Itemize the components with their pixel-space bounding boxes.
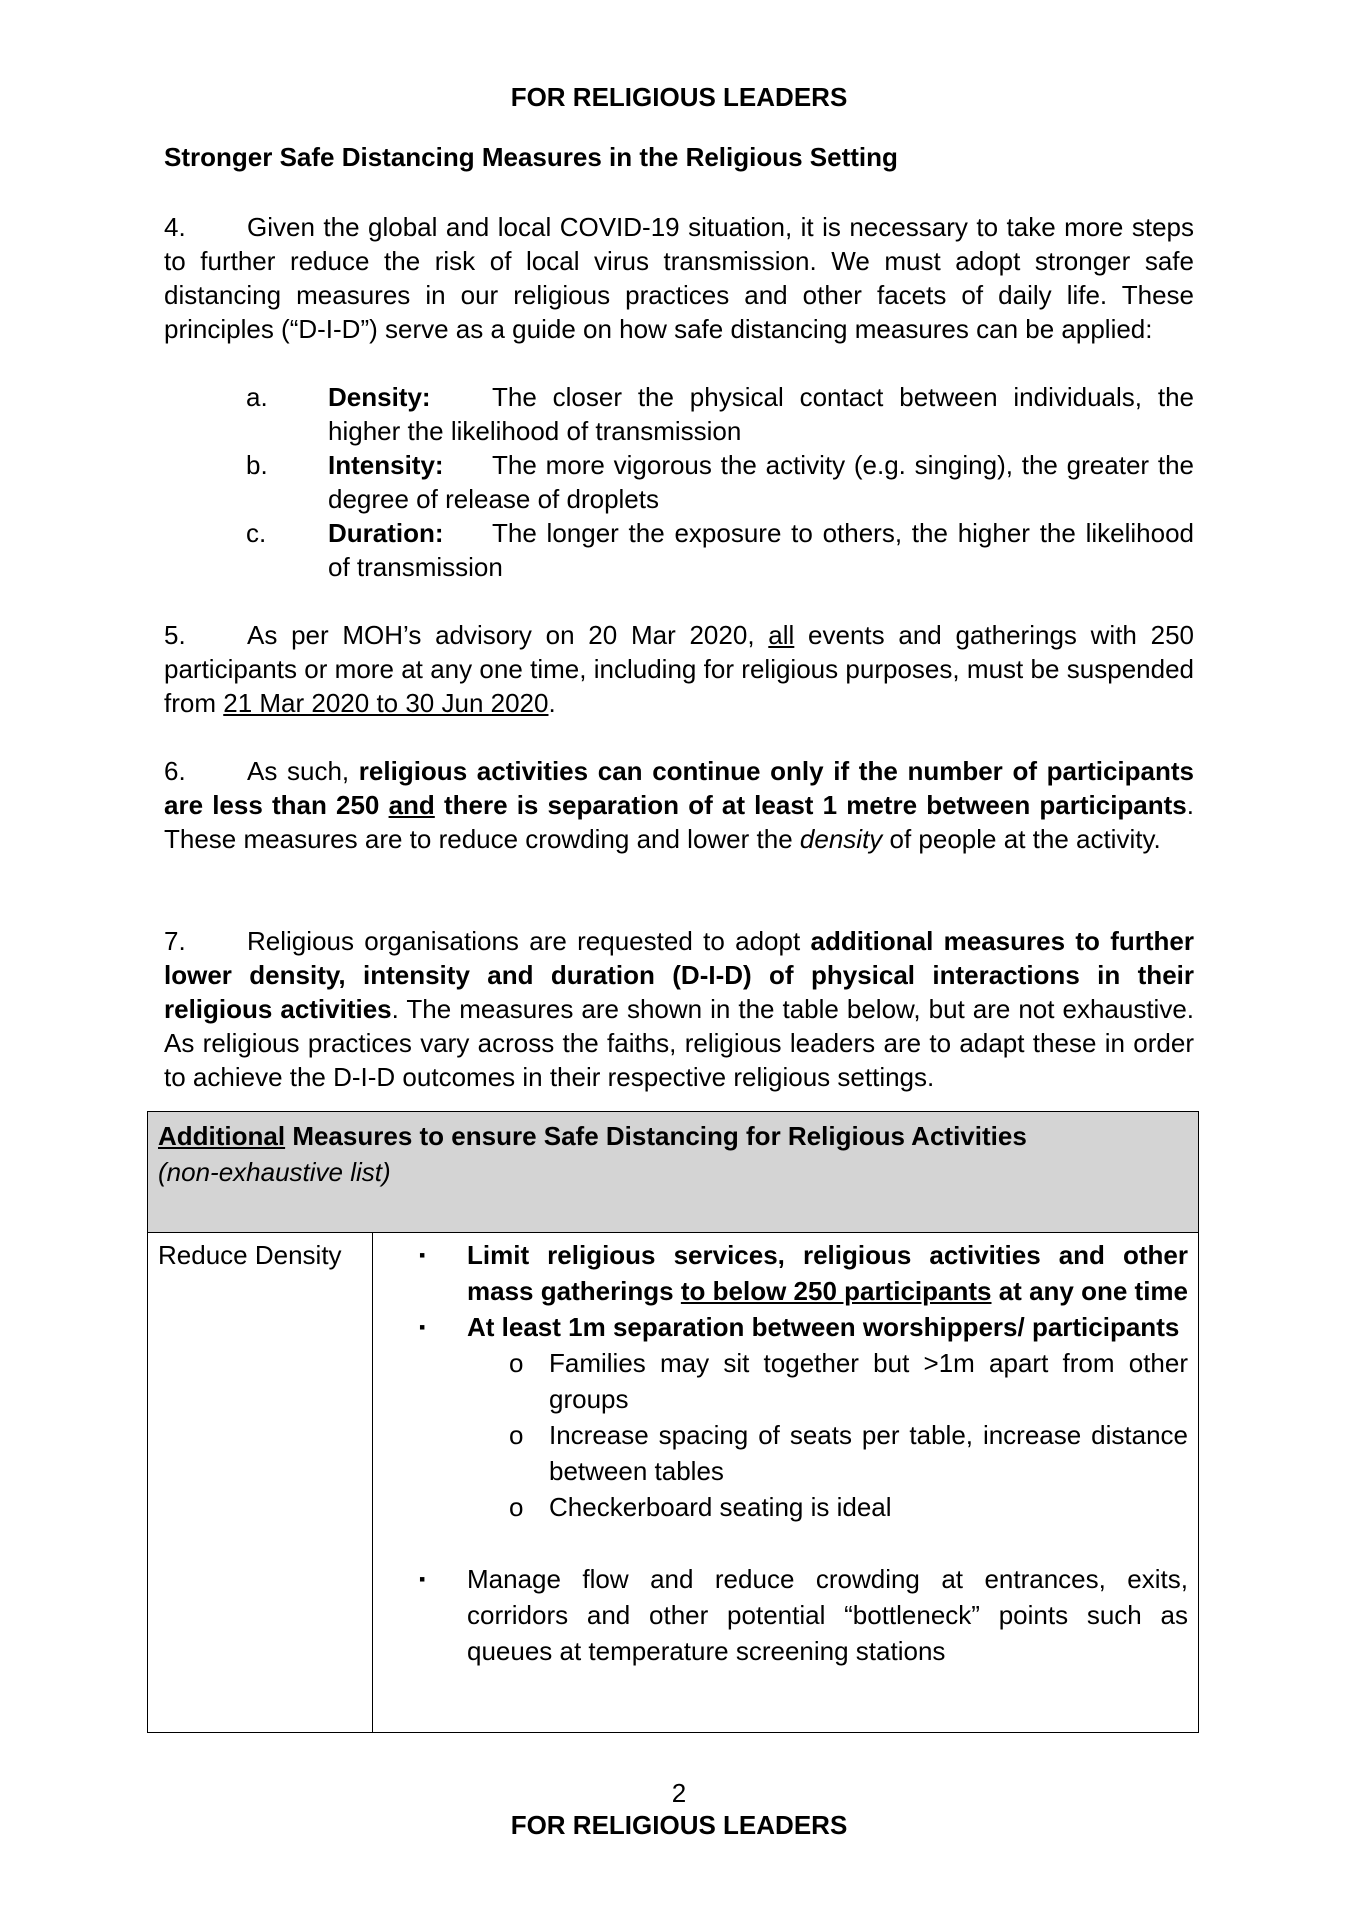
underlined-date-range: 21 Mar 2020 to 30 Jun 2020	[223, 688, 549, 718]
sub-list-item	[467, 1489, 1188, 1525]
square-bullet-icon: ▪	[419, 1245, 426, 1265]
item-text: The more vigorous the activity (e.g. singing), the greater the degree of release of droplets	[328, 450, 1194, 514]
paragraph-text: Religious organisations are requested to adopt	[247, 926, 811, 956]
item-label: a.	[246, 382, 268, 412]
paragraph-7	[164, 924, 1194, 1094]
list-item	[373, 1561, 1188, 1669]
did-item-density	[246, 380, 1194, 448]
table-title-rest: Measures to ensure Safe Distancing for Religious Activities	[285, 1121, 1027, 1151]
item-label: b.	[246, 450, 268, 480]
paragraph-text: . These measures are to reduce crowding and lower the	[164, 790, 1194, 854]
paragraph-text: of people at the activity.	[882, 824, 1161, 854]
sub-list-text: Families may sit together but >1m apart from other groups	[549, 1348, 1188, 1414]
paragraph-5	[164, 618, 1194, 720]
paragraph-text: Given the global and local COVID-19 situation, it is necessary to take more steps to further reduce the risk of local virus transmission. We must adopt stronger safe distancing measures in our religious practices and other facets of daily life. These principles (“D-I-D”) serve as a guide on how safe distancing measures can be applied:	[164, 212, 1194, 344]
sub-list-item	[467, 1417, 1188, 1489]
paragraph-text: . The measures are shown in the table below, but are not exhaustive. As religious practices vary across the faiths, religious leaders are to adapt these in order to achieve the D-I-D outcomes in their respective religious settings.	[164, 994, 1195, 1092]
did-item-duration	[246, 516, 1194, 584]
sub-list-text: Increase spacing of seats per table, increase distance between tables	[549, 1420, 1188, 1486]
paragraph-number: 5.	[164, 620, 186, 650]
paragraph-text: As per MOH’s advisory on 20 Mar 2020,	[247, 620, 769, 650]
paragraph-text: events and gatherings with 250 participants or more at any one time, including for religious purposes, must be suspended from	[164, 620, 1194, 718]
table-row-label: Reduce Density	[148, 1233, 373, 1733]
paragraph-number: 7.	[164, 926, 186, 956]
underlined-text: all	[768, 620, 795, 650]
bold-underlined-text: and	[388, 790, 435, 820]
circle-bullet-icon: o	[509, 1420, 524, 1450]
square-bullet-icon: ▪	[419, 1569, 426, 1589]
item-label: c.	[246, 518, 267, 548]
paragraph-number: 4.	[164, 212, 186, 242]
list-item-underlined: to below 250 participants	[680, 1276, 992, 1306]
table-subtitle: (non-exhaustive list)	[158, 1157, 391, 1187]
circle-bullet-icon: o	[509, 1348, 524, 1378]
sub-list-text: Checkerboard seating is ideal	[549, 1492, 892, 1522]
measures-table	[147, 1111, 1199, 1733]
item-term: Duration:	[328, 518, 444, 548]
sub-list-item	[467, 1345, 1188, 1417]
item-text: The closer the physical contact between individuals, the higher the likelihood of transmission	[328, 382, 1194, 446]
page-number: 2	[671, 1778, 687, 1808]
list-item	[373, 1309, 1188, 1525]
paragraph-text: .	[548, 688, 556, 718]
paragraph-text: As such,	[247, 756, 359, 786]
sub-list	[467, 1345, 1188, 1525]
item-term: Density:	[328, 382, 431, 412]
square-bullet-icon: ▪	[419, 1317, 426, 1337]
table-title	[158, 1118, 1188, 1154]
list-item-text: Limit religious services, religious activities and other mass gatherings	[467, 1240, 1188, 1306]
did-item-intensity	[246, 448, 1194, 516]
bold-text: there is separation of at least 1 metre between participants	[434, 790, 1187, 820]
bold-text: additional measures to further lower density, intensity and duration (D-I-D) of physical interactions in their religious activities	[164, 926, 1194, 1024]
paragraph-6	[164, 754, 1194, 856]
circle-bullet-icon: o	[509, 1492, 524, 1522]
page-footer: FOR RELIGIOUS LEADERS	[510, 1810, 848, 1840]
bold-text: religious activities can continue only if the number of participants are less than 250	[164, 756, 1194, 820]
table-row-body	[373, 1233, 1199, 1733]
paragraph-number: 6.	[164, 756, 186, 786]
item-term: Intensity:	[328, 450, 444, 480]
item-text: The longer the exposure to others, the higher the likelihood of transmission	[328, 518, 1194, 582]
table-header	[148, 1112, 1199, 1233]
measures-list	[373, 1237, 1188, 1669]
list-item-text: Manage flow and reduce crowding at entrances, exits, corridors and other potential “bottleneck” points such as queues at temperature screening stations	[467, 1564, 1188, 1666]
page-header: FOR RELIGIOUS LEADERS	[510, 82, 848, 112]
list-item	[373, 1237, 1188, 1309]
list-item-text: at any one time	[991, 1276, 1188, 1306]
list-item-text: At least 1m separation between worshippers/ participants	[467, 1312, 1180, 1342]
section-heading: Stronger Safe Distancing Measures in the Religious Setting	[164, 142, 898, 172]
paragraph-4	[164, 210, 1194, 346]
table-title-underlined: Additional	[158, 1121, 286, 1151]
italic-text: density	[799, 824, 883, 854]
